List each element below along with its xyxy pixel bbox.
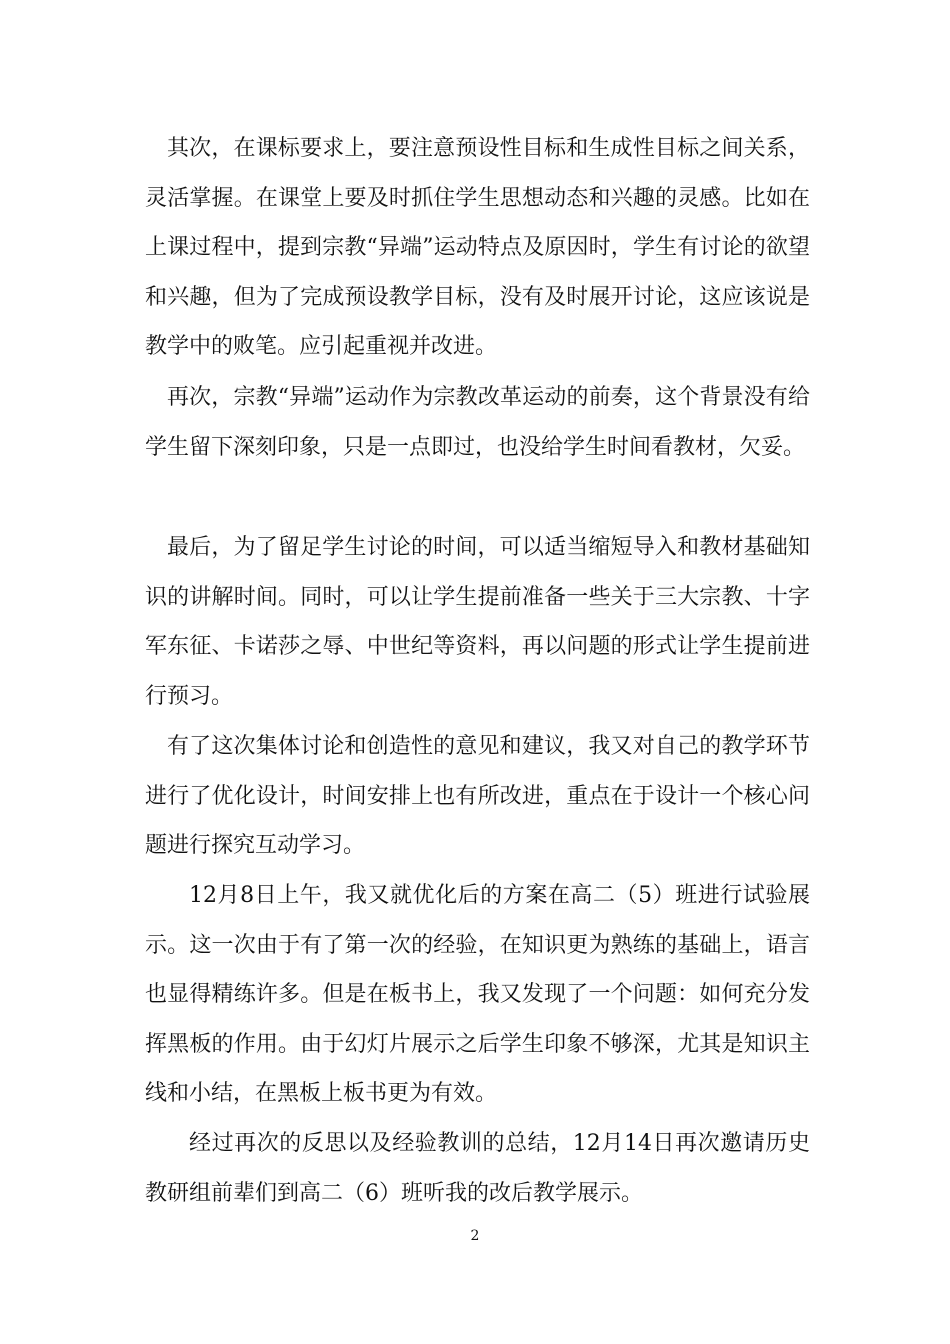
paragraph-curriculum-goals: 其次，在课标要求上，要注意预设性目标和生成性目标之间关系，灵活掌握。在课堂上要及时抓住学生思想动态和兴趣的灵感。比如在上课过程中，提到宗教“异端”运动特点及原因时，学生有讨论的欲望和兴趣，但为了完成预设教学目标，没有及时展开讨论，这应该说是教学中的败笔。应引起重视并改进。 xyxy=(145,136,810,359)
page-number: 2 xyxy=(470,1228,480,1244)
paragraph-heresy-background: 再次，宗教“异端”运动作为宗教改革运动的前奏，这个背景没有给学生留下深刻印象，只是一点即过，也没给学生时间看教材，欠妥。 xyxy=(145,385,810,460)
paragraph-discussion-time: 最后，为了留足学生讨论的时间，可以适当缩短导入和教材基础知识的讲解时间。同时，可以让学生提前准备一些关于三大宗教、十字军东征、卡诺莎之辱、中世纪等资料，再以问题的形式让学生提前进行预习。 xyxy=(145,535,810,709)
paragraph-december-8-trial: 12月8日上午，我又就优化后的方案在高二（5）班进行试验展示。这一次由于有了第一次的经验，在知识更为熟练的基础上，语言也显得精练许多。但是在板书上，我又发现了一个问题：如何充分发挥黑板的作用。由于幻灯片展示之后学生印象不够深，尤其是知识主线和小结，在黑板上板书更为有效。 xyxy=(145,883,810,1106)
paragraph-december-14-demo: 经过再次的反思以及经验教训的总结，12月14日再次邀请历史教研组前辈们到高二（6）班听我的改后教学展示。 xyxy=(145,1131,810,1206)
paragraph-optimized-design: 有了这次集体讨论和创造性的意见和建议，我又对自己的教学环节进行了优化设计，时间安排上也有所改进，重点在于设计一个核心问题进行探究互动学习。 xyxy=(145,734,810,858)
